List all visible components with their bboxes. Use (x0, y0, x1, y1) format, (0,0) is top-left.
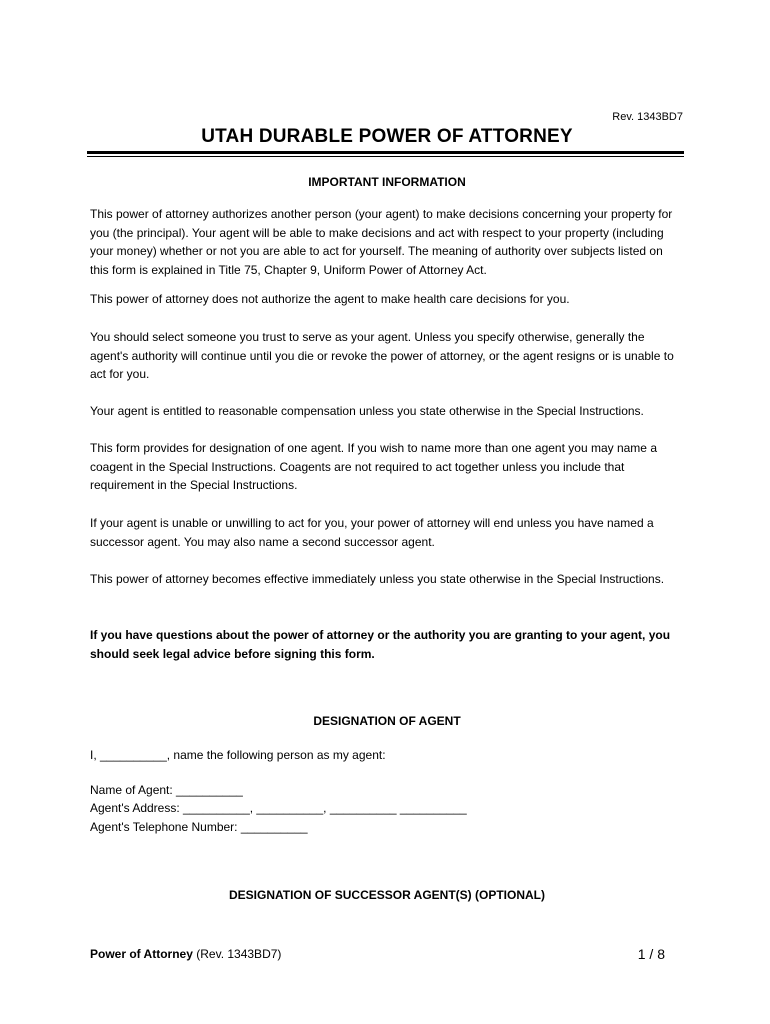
title-rule-thin (87, 156, 684, 157)
designation-of-agent-heading: DESIGNATION OF AGENT (313, 714, 461, 728)
revision-label: Rev. 1343BD7 (612, 111, 683, 123)
paragraph-legal-advice: If you have questions about the power of attorney or the authority you are granting to your agent, you should seek legal advice before signing this form. (90, 628, 671, 661)
paragraph-compensation: Your agent is entitled to reasonable compensation unless you state otherwise in the Special Instructions. (90, 404, 644, 418)
successor-agent-heading: DESIGNATION OF SUCCESSOR AGENT(S) (OPTIONAL) (228, 888, 545, 902)
paragraph-select-agent: You should select someone you trust to serve as your agent. Unless you specify otherwise, generally the agent's authority will continue until you die or revoke the power of attorney, or the agent resigns or is unable to act for you. (90, 330, 674, 381)
agent-name-field: Name of Agent: __________ (90, 783, 243, 797)
paragraph-coagent: This form provides for designation of one agent. If you wish to name more than one agent you may name a coagent in the Special Instructions. Coagents are not required to act together unless you include that requirement in the Special Instructions. (90, 441, 657, 492)
title-rule-thick (87, 151, 684, 154)
paragraph-successor: If your agent is unable or unwilling to act for you, your power of attorney will end unless you have named a successor agent. You may also name a second successor agent. (90, 516, 654, 549)
page-number: 1 / 8 (637, 946, 665, 962)
agent-address-field: Agent's Address: __________, __________, __________ __________ (90, 801, 467, 815)
footer-document-label (90, 947, 281, 961)
footer-revision: (Rev. 1343BD7) (196, 947, 282, 961)
important-information-heading: IMPORTANT INFORMATION (308, 175, 466, 189)
principal-statement: I, __________, name the following person as my agent: (90, 748, 386, 762)
document-title: UTAH DURABLE POWER OF ATTORNEY (201, 126, 573, 147)
footer-doc-name: Power of Attorney (90, 947, 193, 961)
paragraph-authority: This power of attorney authorizes another person (your agent) to make decisions concerning your property for you (the principal). Your agent will be able to make decisions and act with respect to your property (including your money) whether or not you are able to act for yourself. The meaning of authority over subjects listed on this form is explained in Title 75, Chapter 9, Uniform Power of Attorney Act. (90, 207, 673, 277)
agent-phone-field: Agent's Telephone Number: __________ (90, 820, 308, 834)
paragraph-effective: This power of attorney becomes effective immediately unless you state otherwise in the Special Instructions. (90, 572, 665, 586)
paragraph-health-care: This power of attorney does not authorize the agent to make health care decisions for you. (90, 292, 570, 306)
